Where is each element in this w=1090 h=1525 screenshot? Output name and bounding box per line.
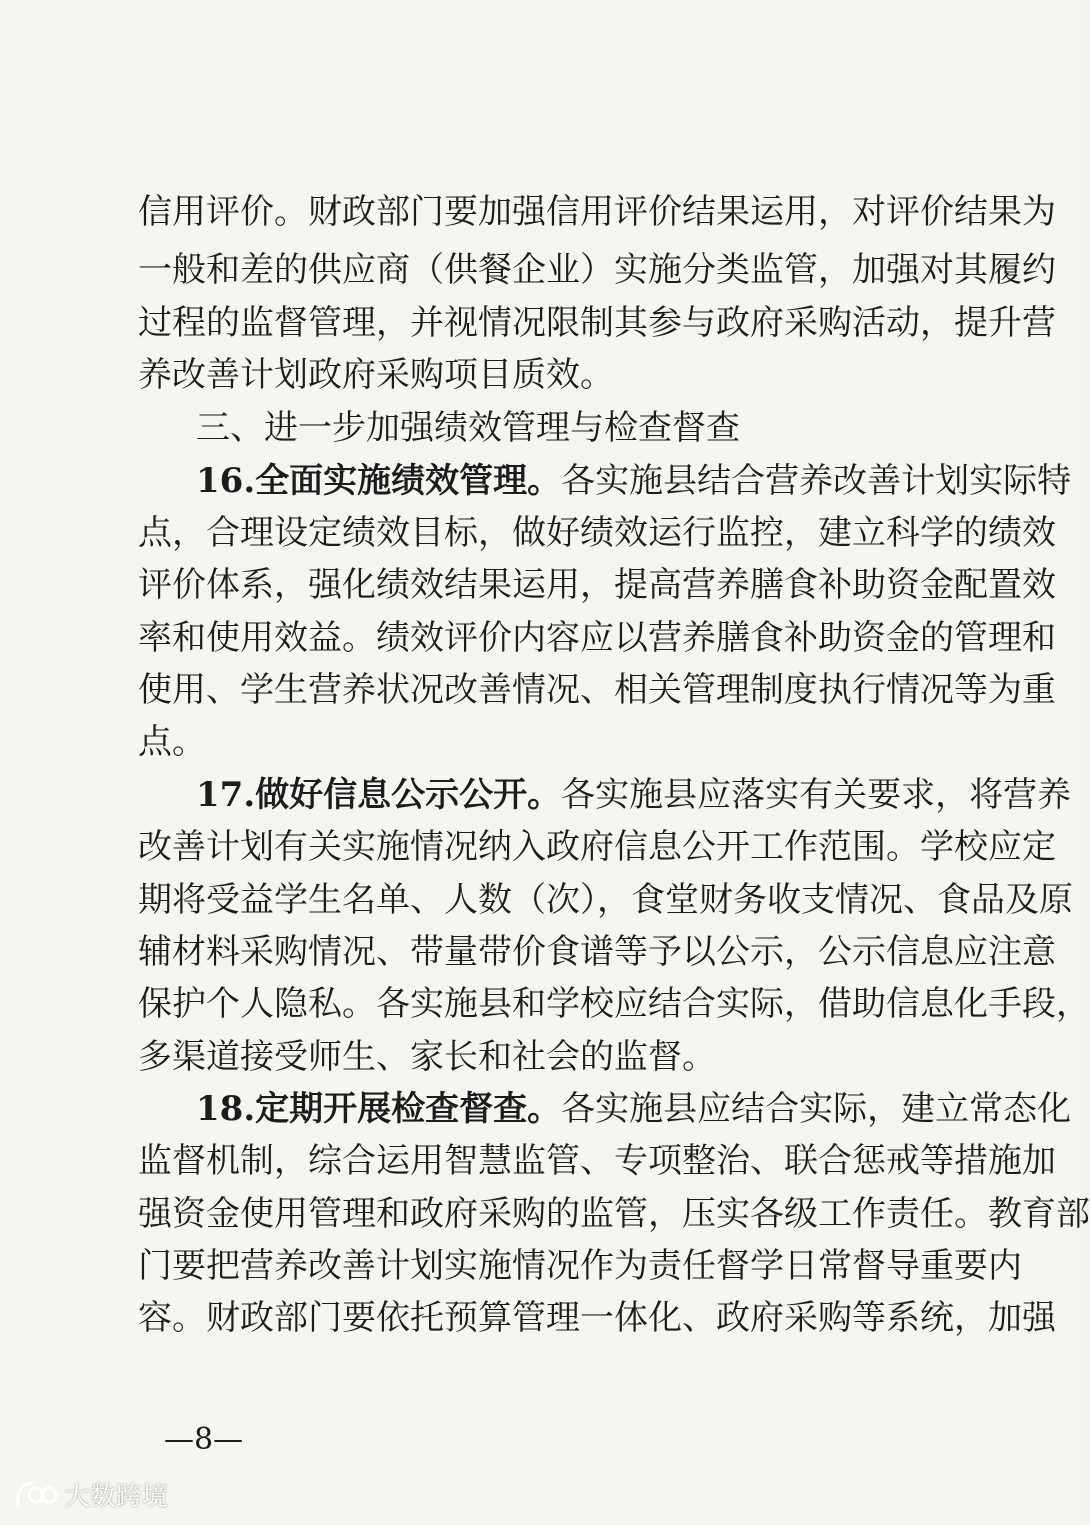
line-text: 各实施县应落实有关要求，将营养: [561, 775, 1072, 815]
item-17-heading: 17.做好信息公示公开。: [196, 775, 562, 815]
section-heading-text: 三、进一步加强绩效管理与检查督查: [196, 408, 740, 448]
text-line: [138, 926, 1056, 978]
text-line: [138, 1031, 938, 1083]
text-line: [138, 244, 1056, 296]
brand-logo-icon: [14, 1479, 58, 1509]
line-text: 点。: [138, 722, 206, 762]
watermark-text: 大数跨境: [64, 1481, 169, 1512]
text-line: [138, 1292, 1056, 1344]
line-text: 一般和差的供应商（供餐企业）实施分类监管，加强对其履约: [138, 250, 1056, 290]
page-number: —8—: [164, 1422, 244, 1457]
item-16-heading-line: [196, 455, 1072, 507]
line-text: 门要把营养改善计划实施情况作为责任督学日常督导重要内: [138, 1246, 1022, 1286]
item-18-heading-line: [196, 1083, 1072, 1135]
line-text: 过程的监督管理，并视情况限制其参与政府采购活动，提升营: [138, 303, 1056, 343]
watermark: [14, 1476, 168, 1512]
line-text: 信用评价。财政部门要加强信用评价结果运用，对评价结果为: [138, 192, 1056, 232]
text-line: [138, 978, 1090, 1030]
line-text: 点，合理设定绩效目标，做好绩效运行监控，建立科学的绩效: [138, 513, 1056, 553]
line-text: 监督机制，综合运用智慧监管、专项整治、联合惩戒等措施加: [138, 1141, 1056, 1181]
text-line: [138, 821, 1056, 873]
line-text: 期将受益学生名单、人数（次），食堂财务收支情况、食品及原: [138, 880, 1073, 920]
text-line: [138, 1240, 1022, 1292]
line-text: 辅材料采购情况、带量带价食谱等予以公示，公示信息应注意: [138, 932, 1056, 972]
line-text: 改善计划有关实施情况纳入政府信息公开工作范围。学校应定: [138, 827, 1056, 867]
text-line: [138, 1135, 1056, 1187]
item-16-heading: 16.全面实施绩效管理。: [196, 461, 562, 501]
text-line: [138, 186, 1056, 238]
text-line: [138, 664, 1056, 716]
text-line: [138, 1188, 1090, 1240]
line-text: 评价体系，强化绩效结果运用，提高营养膳食补助资金配置效: [138, 565, 1056, 605]
text-line: [138, 874, 1073, 926]
text-line: [138, 507, 1056, 559]
text-line: [138, 559, 1056, 611]
line-text: 容。财政部门要依托预算管理一体化、政府采购等系统，加强: [138, 1298, 1056, 1338]
line-text: 多渠道接受师生、家长和社会的监督。: [138, 1037, 716, 1077]
line-text: 使用、学生营养状况改善情况、相关管理制度执行情况等为重: [138, 670, 1056, 710]
text-line: [138, 349, 938, 401]
text-line: [138, 716, 938, 768]
item-18-heading: 18.定期开展检查督查。: [196, 1089, 562, 1129]
line-text: 各实施县应结合实际，建立常态化: [561, 1089, 1072, 1129]
line-text: 保护个人隐私。各实施县和学校应结合实际，借助信息化手段，: [138, 984, 1090, 1024]
line-text: 强资金使用管理和政府采购的监管，压实各级工作责任。教育部: [138, 1194, 1090, 1234]
text-line: [138, 612, 1056, 664]
line-text: 各实施县结合营养改善计划实际特: [561, 461, 1072, 501]
text-line: [138, 297, 1056, 349]
section-heading: [196, 402, 938, 454]
line-text: 率和使用效益。绩效评价内容应以营养膳食补助资金的管理和: [138, 618, 1056, 658]
item-17-heading-line: [196, 769, 1072, 821]
line-text: 养改善计划政府采购项目质效。: [138, 355, 614, 395]
